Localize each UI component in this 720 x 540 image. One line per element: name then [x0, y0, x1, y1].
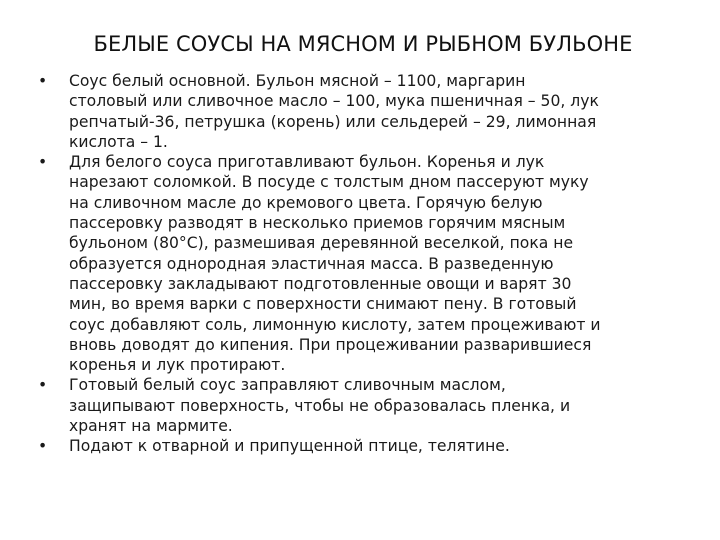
bullet-line: защипывают поверхность, чтобы не образовалась пленка, и: [69, 396, 571, 415]
bullet-line: пассеровку закладывают подготовленные овощи и варят 30: [69, 274, 572, 293]
bullet-line: кислота – 1.: [69, 132, 168, 151]
bullet-item: [0, 152, 720, 375]
bullet-line: Готовый белый соус заправляют сливочным маслом,: [69, 376, 506, 395]
bullet-line: Подают к отварной и припущенной птице, телятине.: [69, 437, 510, 456]
bullet-line: Для белого соуса приготавливают бульон. Коренья и лук: [69, 153, 545, 172]
bullet-line: хранят на мармите.: [69, 417, 233, 436]
bullet-line: образуется однородная эластичная масса. В разведенную: [69, 254, 554, 273]
bullet-line: мин, во время варки с поверхности снимают пену. В готовый: [69, 295, 577, 314]
bullet-line: пассеровку разводят в несколько приемов горячим мясным: [69, 214, 566, 233]
bullet-dot-icon: •: [38, 376, 48, 395]
bullet-line: вновь доводят до кипения. При процеживании разварившиеся: [69, 335, 592, 354]
bullet-line: столовый или сливочное масло – 100, мука пшеничная – 50, лук: [69, 92, 599, 111]
bullet-line: бульоном (80°С), размешивая деревянной веселкой, пока не: [69, 234, 574, 253]
bullet-item: [0, 71, 720, 152]
bullet-line: на сливочном масле до кремового цвета. Горячую белую: [69, 193, 543, 212]
bullet-line: репчатый-36, петрушка (корень) или сельдерей – 29, лимонная: [69, 112, 597, 131]
bullet-line: коренья и лук протирают.: [69, 356, 286, 375]
bullet-line: Соус белый основной. Бульон мясной – 1100, маргарин: [69, 72, 526, 90]
bullet-list: [0, 71, 720, 457]
bullet-line: нарезают соломкой. В посуде с толстым дном пассеруют муку: [69, 173, 589, 192]
bullet-item: [0, 375, 720, 436]
slide-title: БЕЛЫЕ СОУСЫ НА МЯСНОМ И РЫБНОМ БУЛЬОНЕ: [93, 32, 633, 56]
bullet-dot-icon: •: [38, 72, 48, 90]
bullet-dot-icon: •: [38, 437, 48, 456]
bullet-item: [0, 436, 720, 456]
bullet-line: соус добавляют соль, лимонную кислоту, затем процеживают и: [69, 315, 601, 334]
bullet-dot-icon: •: [38, 153, 48, 172]
